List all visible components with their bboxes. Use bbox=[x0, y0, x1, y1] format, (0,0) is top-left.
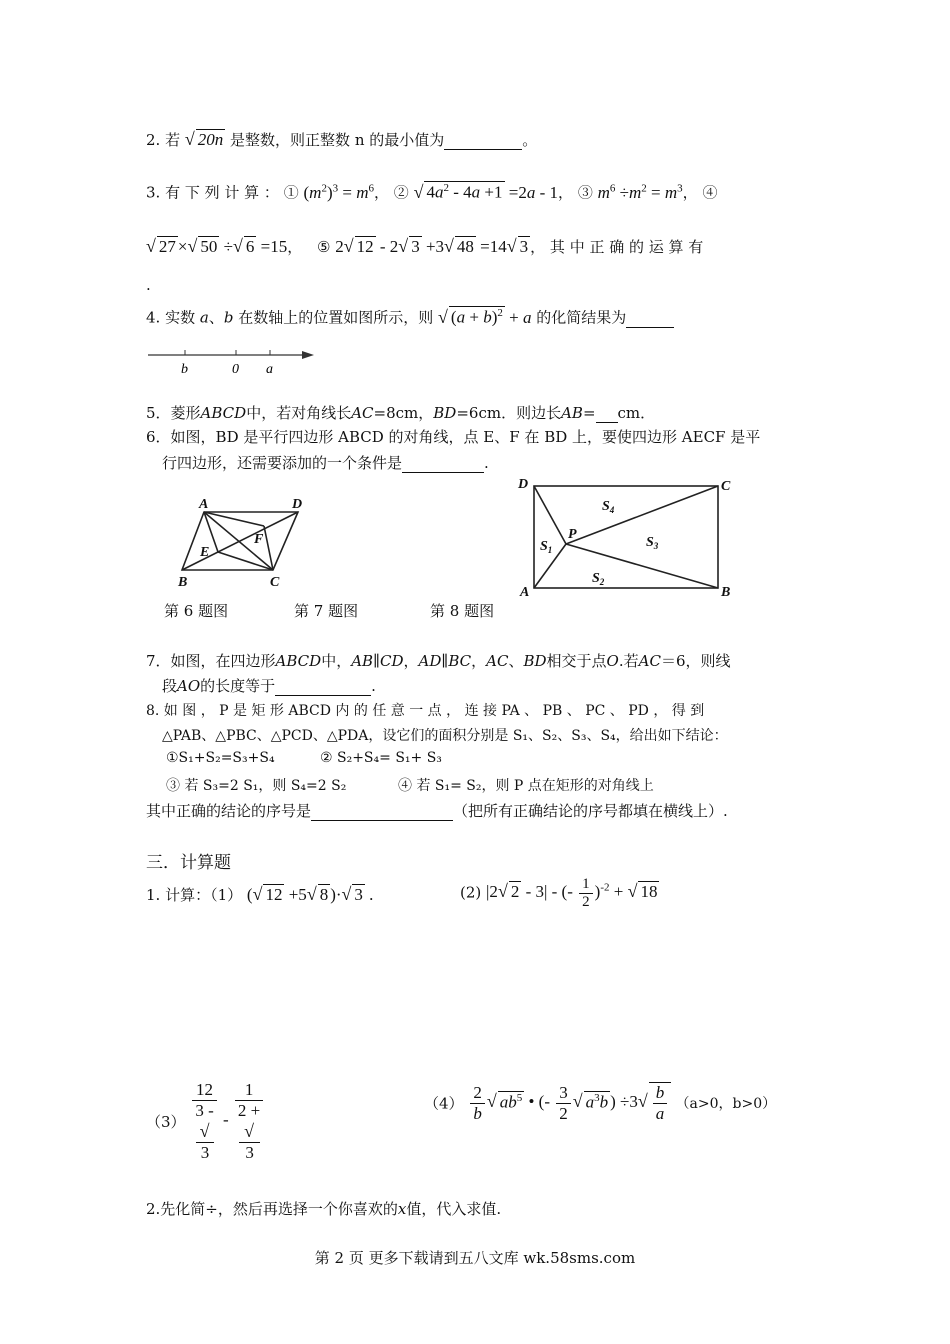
q7-ab: AB bbox=[351, 652, 374, 670]
q2b-text-a: 2.先化简÷，然后再选择一个你喜欢的 bbox=[146, 1200, 398, 1218]
fig6-label-c: C bbox=[270, 575, 280, 590]
q2-text-a: 2. 若 bbox=[146, 131, 181, 149]
q3-expr4: √ 27 ×√ 50 ÷√ 6 =15 bbox=[146, 236, 288, 256]
fig8-label-c: C bbox=[721, 479, 731, 494]
q4-a: a bbox=[199, 308, 209, 327]
q7-ac: AC bbox=[486, 652, 509, 670]
q4-text-a: 4. 实数 bbox=[146, 308, 196, 327]
segment-pc bbox=[566, 486, 718, 544]
q5-bd-val: =6cm．则边长 bbox=[456, 404, 562, 422]
calc-expr3: 12 3 - √ 3 - 1 2 + √ 3 bbox=[190, 1110, 265, 1129]
q3-c3: ③ bbox=[577, 183, 593, 202]
q7-ad: AD bbox=[418, 652, 442, 670]
label-b: b bbox=[181, 362, 188, 377]
q7-dun: 、 bbox=[508, 652, 524, 670]
calc-line4 bbox=[424, 1082, 776, 1124]
q2-end: 。 bbox=[522, 131, 538, 149]
calc-line1-b bbox=[460, 876, 659, 911]
q3-expr3: $m^6 \div m^2 = m^3$ bbox=[597, 182, 683, 202]
q3-dot: . bbox=[146, 276, 151, 294]
q7-bc: BC bbox=[448, 652, 472, 670]
q2-sqrt: √ 20n bbox=[184, 129, 224, 149]
q8-t4a: 其中正确的结论的序号是 bbox=[146, 802, 312, 820]
q3-c5: ⑤ bbox=[317, 238, 331, 256]
fig6-label-b: B bbox=[178, 575, 188, 590]
q8-t4b: （把所有正确结论的序号都填在横线上）. bbox=[453, 802, 728, 820]
q5-ab: AB bbox=[561, 404, 583, 422]
calc-expr1: (√ 12 +5√ 8 )·√ 3 . bbox=[246, 884, 374, 904]
q6-line2 bbox=[162, 452, 489, 473]
calc-intro: 1. 计算：（1） bbox=[146, 886, 243, 904]
q3-c2: ② bbox=[393, 183, 409, 202]
q2-text-b: 是整数，则正整数 n 的最小值为 bbox=[230, 131, 445, 149]
q4-text-c: 的化简结果为 bbox=[536, 308, 627, 327]
calc-p2: (2) bbox=[460, 883, 482, 902]
figure-8-rectangle bbox=[512, 472, 742, 602]
q8-line2: △PAB、△PBC、△PCD、△PDA，设它们的面积分别是 S₁、S₂、S₃、S₄，给出如下结论： bbox=[162, 728, 728, 744]
q5-line bbox=[146, 402, 655, 423]
q8-opt4: ④ 若 S₁= S₂，则 P 点在矩形的对角线上 bbox=[398, 778, 654, 794]
q8-opt1: ①S₁+S₂=S₃+S₄ bbox=[166, 750, 275, 766]
q4-blank bbox=[626, 309, 674, 328]
calc-f3-num2: 1 bbox=[235, 1080, 263, 1101]
section-title: 三．计算题 bbox=[146, 853, 231, 873]
q7-ao: AO bbox=[177, 677, 201, 695]
q5-bd: BD bbox=[433, 404, 457, 422]
fig8-label-a: A bbox=[520, 585, 530, 600]
fig8-label-b: B bbox=[721, 585, 731, 600]
q7-t5: ＝6，则线 bbox=[660, 652, 731, 670]
q7-end: . bbox=[371, 677, 376, 695]
q4-b: b bbox=[223, 308, 234, 327]
q7-ac2: AC bbox=[638, 652, 661, 670]
q7-t3: 相交于点 bbox=[546, 652, 607, 670]
fig6-label-d: D bbox=[292, 497, 303, 512]
fig8-label-s1: $S_1$ bbox=[540, 539, 553, 555]
q5-ac: AC bbox=[351, 404, 374, 422]
q6-text: 行四边形，还需要添加的一个条件是 bbox=[162, 454, 403, 472]
q2-line bbox=[146, 129, 537, 150]
q4-line bbox=[146, 306, 674, 328]
figure-6-parallelogram bbox=[160, 490, 320, 590]
q7-line1 bbox=[146, 650, 730, 671]
q5-ac-val: =8cm， bbox=[373, 404, 434, 422]
caption-fig8: 第 8 题图 bbox=[430, 602, 495, 620]
q7-blank bbox=[275, 677, 371, 696]
q3-sep2: ， bbox=[558, 183, 574, 202]
q2b-text-b: 值，代入求值. bbox=[406, 1200, 502, 1218]
q5-tail: = bbox=[582, 404, 596, 422]
q4-dun: 、 bbox=[208, 308, 224, 327]
q3-tail: ， 其 中 正 确 的 运 算 有 bbox=[530, 238, 704, 256]
q7-cd: CD bbox=[380, 652, 404, 670]
label-a: a bbox=[266, 362, 273, 377]
calc-line3 bbox=[146, 1080, 265, 1163]
calc-p4: （4） bbox=[424, 1094, 464, 1113]
segment-pb bbox=[566, 544, 718, 588]
q7-line2 bbox=[162, 675, 376, 696]
q8-opt2: ② S₂+S₄= S₁+ S₃ bbox=[320, 750, 442, 766]
q8-blank bbox=[311, 802, 453, 821]
segment-ec bbox=[218, 552, 273, 570]
q8-line4 bbox=[146, 800, 728, 821]
q6-line1: 6．如图，BD 是平行四边形 ABCD 的对角线，点 E、F 在 BD 上，要使四边形 AECF 是平 bbox=[146, 428, 761, 446]
q7-o: O bbox=[606, 652, 619, 670]
q7-par2: ∥ bbox=[441, 652, 449, 670]
q7-comma2: ， bbox=[471, 652, 487, 670]
q7-abcd: ABCD bbox=[275, 652, 322, 670]
calc-expr4: $\frac{2}{b}$ √ $ab^5$ • (- $\frac{3}{2}$ √ $a^3b$ ) ÷3√ $\frac{b}{a}$ bbox=[468, 1092, 675, 1111]
calc-line1 bbox=[146, 884, 373, 905]
fig8-label-d: D bbox=[518, 477, 529, 492]
q2-blank bbox=[444, 131, 522, 150]
q6-blank bbox=[402, 454, 484, 473]
label-0: 0 bbox=[232, 362, 239, 377]
calc-p3: （3） bbox=[146, 1113, 186, 1131]
q7-par1: ∥ bbox=[373, 652, 380, 670]
fig6-label-f: F bbox=[254, 532, 264, 547]
caption-fig6: 第 6 题图 bbox=[164, 602, 229, 620]
q5-text: 5．菱形 bbox=[146, 404, 201, 422]
q3-line2 bbox=[146, 236, 703, 257]
fig8-label-p: P bbox=[568, 527, 577, 542]
q3-c1: ① bbox=[283, 183, 299, 202]
fig8-label-s2: $S_2$ bbox=[592, 571, 605, 587]
q3-intro: 3. 有 下 列 计 算 ： bbox=[146, 183, 279, 202]
q2-radicand: 20n bbox=[197, 130, 224, 149]
q3-line1 bbox=[146, 181, 717, 203]
fig8-label-s3: $S_3$ bbox=[646, 535, 659, 551]
segment-pd bbox=[534, 486, 566, 544]
number-line bbox=[146, 343, 321, 377]
q2b-line bbox=[146, 1198, 501, 1219]
q7-t2: 中， bbox=[321, 652, 352, 670]
q5-abcd: ABCD bbox=[200, 404, 247, 422]
q3-sep3: ， bbox=[682, 183, 698, 202]
calc-f3-num1: 12 bbox=[192, 1080, 216, 1101]
fig6-label-e: E bbox=[200, 545, 210, 560]
q3-expr2: √ $4a^2 - 4a +1 =2a - 1$ bbox=[413, 181, 559, 202]
q5-mid: 中，若对角线长 bbox=[246, 404, 352, 422]
calc-cond: （a>0，b>0） bbox=[675, 1096, 777, 1112]
fig6-label-a: A bbox=[199, 497, 209, 512]
q4-text-b: 在数轴上的位置如图所示，则 bbox=[238, 308, 434, 327]
q3-sep1: ， bbox=[374, 183, 390, 202]
q4-expr: √ $(a + b)^2 + a$ bbox=[438, 306, 532, 327]
q8-opt3: ③ 若 S₃=2 S₁，则 S₄=2 S₂ bbox=[166, 778, 347, 794]
q5-unit: cm． bbox=[617, 404, 656, 422]
calc-expr2: |2√ 2 - 3| - (- $\frac{1}{2}$ )$^{-2}$ + √ 18 bbox=[486, 876, 658, 910]
q5-blank bbox=[596, 404, 618, 423]
axis-arrow bbox=[302, 351, 314, 359]
q3-sep4: ， bbox=[287, 238, 303, 256]
q3-expr5: 2√ 12 - 2√ 3 +3√ 48 =14√ 3 bbox=[335, 236, 529, 256]
q7-t7: 的长度等于 bbox=[200, 677, 276, 695]
q7-comma: ， bbox=[403, 652, 419, 670]
q7-t1: 7．如图，在四边形 bbox=[146, 652, 276, 670]
footer: 第 2 页 更多下载请到五八文库 wk.58sms.com bbox=[314, 1249, 636, 1267]
caption-fig7: 第 7 题图 bbox=[294, 602, 359, 620]
q7-bd: BD bbox=[523, 652, 547, 670]
q3-expr1: $(m^2)^3 = m^6$ bbox=[303, 182, 374, 202]
q6-end: . bbox=[484, 454, 489, 472]
q8-line1: 8. 如 图 ， P 是 矩 形 ABCD 内 的 任 意 一 点 ， 连 接 PA 、 PB 、 PC 、 PD ， 得 到 bbox=[146, 703, 705, 719]
q7-t4: .若 bbox=[618, 652, 639, 670]
q3-c4: ④ bbox=[702, 183, 718, 202]
q7-t6: 段 bbox=[162, 677, 178, 695]
fig8-label-s4: $S_4$ bbox=[602, 499, 615, 515]
q2b-x: x bbox=[397, 1200, 407, 1218]
